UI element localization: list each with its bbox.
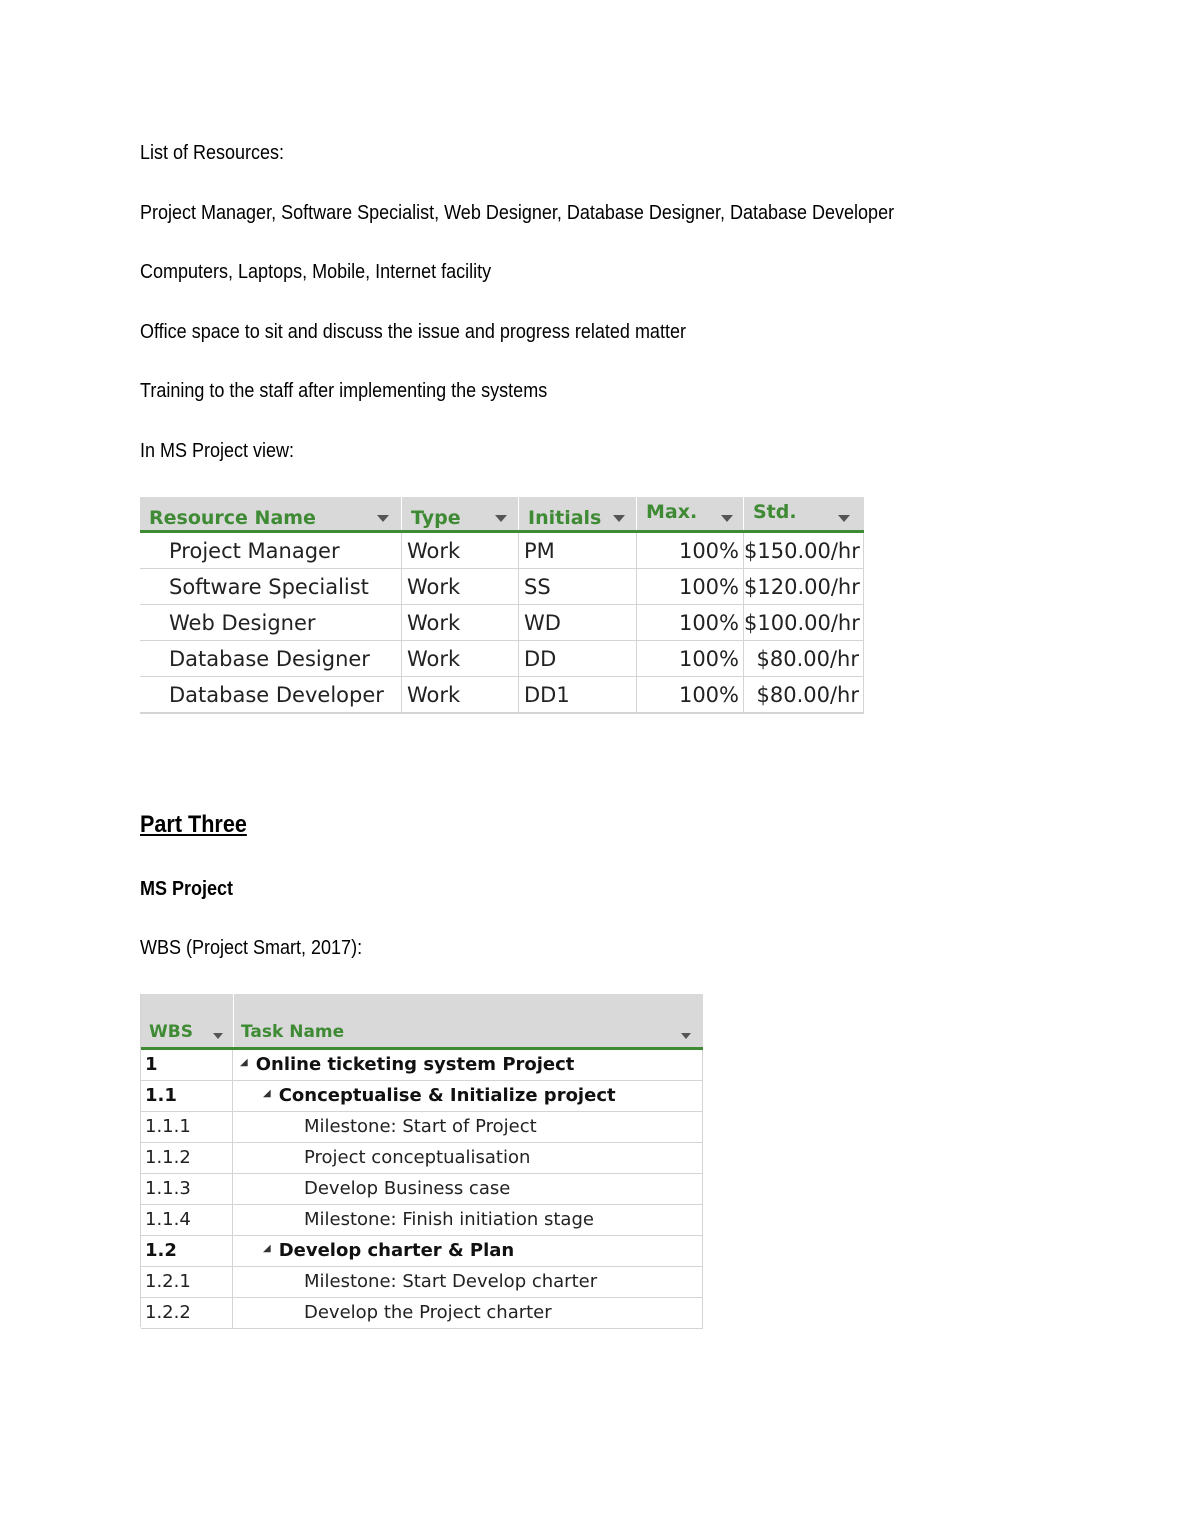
list-of-resources-heading: List of Resources: <box>140 142 285 164</box>
table-row[interactable] <box>141 1112 703 1143</box>
table-row[interactable] <box>140 641 864 677</box>
max-units-cell[interactable]: 100% <box>637 569 744 605</box>
column-header-label: Initials <box>528 507 602 529</box>
collapse-triangle-icon[interactable]: ◢ <box>263 1243 271 1254</box>
wbs-code-cell[interactable]: 1.1.3 <box>141 1174 233 1204</box>
type-cell[interactable]: Work <box>402 641 519 677</box>
type-cell[interactable]: Work <box>402 677 519 713</box>
resource-sheet-table <box>140 497 864 717</box>
column-header-label: Task Name <box>241 1022 345 1042</box>
std-rate-cell[interactable]: $80.00/hr <box>744 677 864 713</box>
wbs-code-cell[interactable]: 1.1 <box>141 1081 233 1111</box>
collapse-triangle-icon[interactable]: ◢ <box>263 1088 271 1099</box>
table-row[interactable] <box>140 533 864 569</box>
column-header-initials[interactable] <box>519 497 637 530</box>
std-rate-cell[interactable]: $100.00/hr <box>744 605 864 641</box>
table-row[interactable] <box>141 1236 703 1267</box>
std-rate-cell[interactable]: $80.00/hr <box>744 641 864 677</box>
max-units-cell[interactable]: 100% <box>637 641 744 677</box>
table-row[interactable] <box>141 1174 703 1205</box>
type-cell[interactable]: Work <box>402 605 519 641</box>
resource-name-cell[interactable]: Web Designer <box>140 605 402 641</box>
initials-cell[interactable]: DD1 <box>519 677 637 713</box>
initials-cell[interactable]: DD <box>519 641 637 677</box>
table-row[interactable] <box>141 1143 703 1174</box>
ms-project-subheading: MS Project <box>140 878 234 900</box>
task-name-cell[interactable]: Project conceptualisation <box>233 1143 703 1173</box>
dropdown-arrow-icon[interactable] <box>681 1033 691 1039</box>
column-header-type[interactable] <box>402 497 519 530</box>
column-header-resource-name[interactable] <box>140 497 402 530</box>
task-name-cell[interactable] <box>233 1050 703 1080</box>
wbs-code-cell[interactable]: 1.2.1 <box>141 1267 233 1297</box>
dropdown-arrow-icon[interactable] <box>721 515 733 522</box>
office-space-paragraph: Office space to sit and discuss the issue and progress related matter <box>140 321 686 343</box>
column-header-wbs[interactable] <box>141 994 234 1047</box>
wbs-code-cell[interactable]: 1.1.4 <box>141 1205 233 1235</box>
collapse-triangle-icon[interactable]: ◢ <box>240 1057 248 1068</box>
wbs-code-cell[interactable]: 1.2 <box>141 1236 233 1266</box>
std-rate-cell[interactable]: $120.00/hr <box>744 569 864 605</box>
max-units-cell[interactable]: 100% <box>637 533 744 569</box>
resource-name-cell[interactable]: Database Designer <box>140 641 402 677</box>
task-name-text: Online ticketing system Project <box>255 1054 575 1075</box>
task-name-cell[interactable]: Milestone: Start of Project <box>233 1112 703 1142</box>
column-header-label: Type <box>411 507 461 529</box>
column-header-label: WBS <box>149 1022 193 1042</box>
initials-cell[interactable]: PM <box>519 533 637 569</box>
type-cell[interactable]: Work <box>402 533 519 569</box>
task-name-cell[interactable]: Milestone: Start Develop charter <box>233 1267 703 1297</box>
column-header-task-name[interactable] <box>233 994 703 1047</box>
column-header-max[interactable] <box>637 497 744 530</box>
column-header-label: Resource Name <box>149 507 316 529</box>
wbs-table-header <box>141 994 703 1050</box>
ms-project-view-paragraph: In MS Project view: <box>140 440 295 462</box>
task-name-cell[interactable]: Develop Business case <box>233 1174 703 1204</box>
resource-name-cell[interactable]: Project Manager <box>140 533 402 569</box>
task-name-cell[interactable]: Develop the Project charter <box>233 1298 703 1328</box>
wbs-caption: WBS (Project Smart, 2017): <box>140 937 363 959</box>
std-rate-cell[interactable]: $150.00/hr <box>744 533 864 569</box>
resource-roles-paragraph: Project Manager, Software Specialist, Web Designer, Database Designer, Database Developer <box>140 202 895 224</box>
table-bottom-edge <box>140 713 864 718</box>
task-name-cell[interactable] <box>233 1236 703 1266</box>
table-row[interactable] <box>141 1205 703 1236</box>
equipment-paragraph: Computers, Laptops, Mobile, Internet facility <box>140 261 492 283</box>
table-row[interactable] <box>141 1081 703 1112</box>
initials-cell[interactable]: WD <box>519 605 637 641</box>
table-row[interactable] <box>141 1267 703 1298</box>
task-name-text: Develop charter & Plan <box>278 1240 515 1261</box>
table-row[interactable] <box>140 605 864 641</box>
column-header-label: Std. <box>753 501 797 523</box>
dropdown-arrow-icon[interactable] <box>613 515 625 522</box>
column-header-label: Max. <box>646 501 698 523</box>
column-header-std-rate[interactable] <box>744 497 864 530</box>
type-cell[interactable]: Work <box>402 569 519 605</box>
dropdown-arrow-icon[interactable] <box>495 515 507 522</box>
dropdown-arrow-icon[interactable] <box>838 515 850 522</box>
task-name-cell[interactable] <box>233 1081 703 1111</box>
resource-name-cell[interactable]: Software Specialist <box>140 569 402 605</box>
resource-table-header <box>140 497 864 533</box>
max-units-cell[interactable]: 100% <box>637 605 744 641</box>
wbs-code-cell[interactable]: 1.2.2 <box>141 1298 233 1328</box>
dropdown-arrow-icon[interactable] <box>377 515 389 522</box>
task-name-cell[interactable]: Milestone: Finish initiation stage <box>233 1205 703 1235</box>
table-row[interactable] <box>140 569 864 605</box>
dropdown-arrow-icon[interactable] <box>213 1033 223 1039</box>
wbs-code-cell[interactable]: 1.1.2 <box>141 1143 233 1173</box>
training-paragraph: Training to the staff after implementing the systems <box>140 380 548 402</box>
table-row[interactable] <box>141 1050 703 1081</box>
initials-cell[interactable]: SS <box>519 569 637 605</box>
wbs-code-cell[interactable]: 1 <box>141 1050 233 1080</box>
wbs-table <box>140 994 703 1327</box>
table-row[interactable] <box>141 1298 703 1329</box>
part-three-heading: Part Three <box>140 811 247 838</box>
resource-name-cell[interactable]: Database Developer <box>140 677 402 713</box>
task-name-text: Conceptualise & Initialize project <box>278 1085 616 1106</box>
table-row[interactable] <box>140 677 864 713</box>
wbs-code-cell[interactable]: 1.1.1 <box>141 1112 233 1142</box>
max-units-cell[interactable]: 100% <box>637 677 744 713</box>
